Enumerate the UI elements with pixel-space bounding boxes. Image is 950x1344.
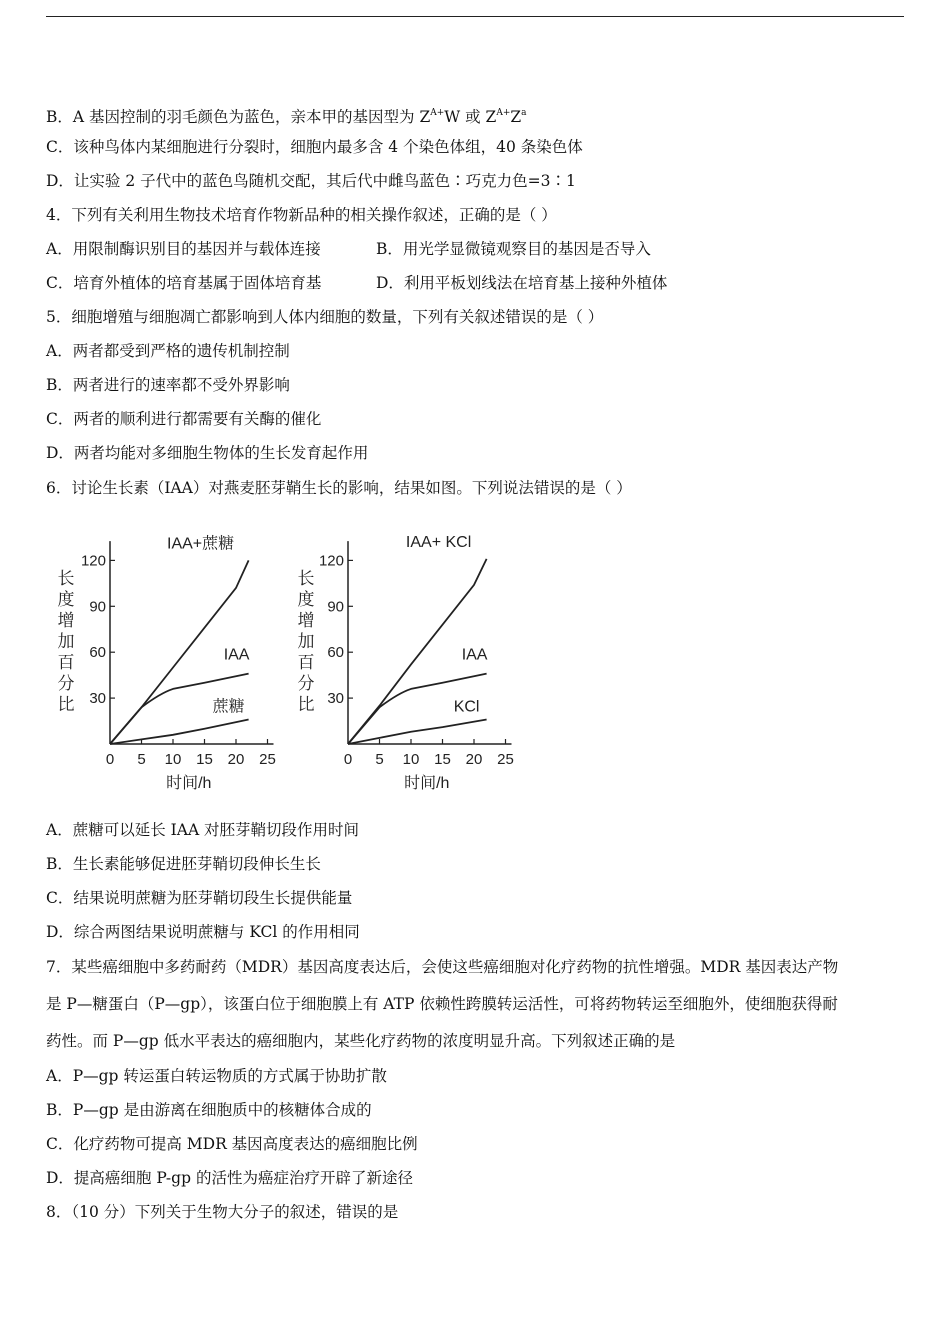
- y-tick-label: 90: [327, 598, 344, 616]
- q6-option-b[interactable]: B．生长素能够促进胚芽鞘切段伸长生长: [46, 855, 321, 873]
- q3-option-b-sup2: A+: [496, 108, 511, 118]
- series-label: IAA+ KCl: [405, 533, 472, 551]
- header-rule: [46, 16, 904, 17]
- q3-option-b-prefix: B．A 基因控制的羽毛颜色为蓝色，亲本甲的基因型为 Z: [46, 108, 431, 126]
- y-tick-label: 30: [89, 690, 106, 708]
- y-axis-label: 长度增加百分比: [57, 569, 75, 714]
- x-tick-label: 20: [227, 751, 245, 768]
- series-line: [110, 720, 249, 744]
- y-tick-label: 60: [327, 644, 344, 662]
- q4-option-a[interactable]: A．用限制酶识别目的基因并与载体连接: [46, 240, 321, 258]
- q6-figure: [46, 522, 536, 792]
- q7-option-c[interactable]: C．化疗药物可提高 MDR 基因高度表达的癌细胞比例: [46, 1135, 418, 1153]
- x-tick-label: 15: [434, 751, 451, 768]
- q5-stem: 5．细胞增殖与细胞凋亡都影响到人体内细胞的数量，下列有关叙述错误的是（ ）: [46, 308, 604, 326]
- q7-stem-line1: 7．某些癌细胞中多药耐药（MDR）基因高度表达后，会使这些癌细胞对化疗药物的抗性增强。MDR 基因表达产物: [46, 958, 839, 976]
- series-label: IAA: [223, 646, 250, 664]
- y-tick-label: 60: [89, 644, 106, 662]
- q6-option-d[interactable]: D．综合两图结果说明蔗糖与 KCl 的作用相同: [46, 923, 360, 941]
- y-axis-label: 长度增加百分比: [297, 569, 315, 714]
- x-tick-label: 25: [259, 751, 276, 768]
- q3-option-c[interactable]: C．该种鸟体内某细胞进行分裂时，细胞内最多含 4 个染色体组，40 条染色体: [46, 138, 583, 156]
- x-tick-label: 10: [402, 751, 420, 768]
- q5-option-a[interactable]: A．两者都受到严格的遗传机制控制: [46, 342, 290, 360]
- y-tick-label: 120: [80, 552, 106, 570]
- series-line: [348, 720, 487, 744]
- q6-option-a[interactable]: A．蔗糖可以延长 IAA 对胚芽鞘切段作用时间: [46, 821, 360, 839]
- chart-panel-sucrose: [58, 534, 276, 792]
- q7-option-b[interactable]: B．P—gp 是由游离在细胞质中的核糖体合成的: [46, 1101, 372, 1119]
- q3-option-b-mid2: Z: [510, 108, 522, 126]
- q5-option-d[interactable]: D．两者均能对多细胞生物体的生长发育起作用: [46, 444, 369, 462]
- x-tick-label: 0: [343, 751, 353, 768]
- x-tick-label: 0: [105, 751, 115, 768]
- x-tick-label: 10: [164, 751, 182, 768]
- q4-option-d[interactable]: D．利用平板划线法在培育基上接种外植体: [376, 274, 668, 292]
- x-tick-label: 5: [375, 751, 384, 768]
- series-label: IAA: [461, 646, 488, 664]
- q7-stem-line2: 是 P—糖蛋白（P—gp），该蛋白位于细胞膜上有 ATP 依赖性跨膜转运活性，可将药物转运至细胞外，使细胞获得耐: [46, 995, 838, 1013]
- q3-option-b-sup3: a: [521, 108, 527, 118]
- y-tick-label: 30: [327, 690, 344, 708]
- q3-option-d[interactable]: D．让实验 2 子代中的蓝色鸟随机交配，其后代中雌鸟蓝色∶巧克力色=3∶1: [46, 172, 576, 190]
- q6-option-c[interactable]: C．结果说明蔗糖为胚芽鞘切段生长提供能量: [46, 889, 353, 907]
- x-tick-label: 15: [196, 751, 213, 768]
- y-tick-label: 120: [318, 552, 344, 570]
- series-label: KCl: [453, 698, 480, 716]
- q5-option-c[interactable]: C．两者的顺利进行都需要有关酶的催化: [46, 410, 322, 428]
- q8-stem: 8．（10 分）下列关于生物大分子的叙述，错误的是: [46, 1203, 399, 1221]
- q6-stem: 6．讨论生长素（IAA）对燕麦胚芽鞘生长的影响，结果如图。下列说法错误的是（ ）: [46, 479, 632, 497]
- q3-option-b[interactable]: [46, 103, 527, 127]
- chart-panel-kcl: [298, 534, 514, 792]
- q7-option-a[interactable]: A．P—gp 转运蛋白转运物质的方式属于协助扩散: [46, 1067, 387, 1085]
- series-label: 蔗糖: [212, 698, 245, 716]
- q4-option-b[interactable]: B．用光学显微镜观察目的基因是否导入: [376, 240, 651, 258]
- y-tick-label: 90: [89, 598, 106, 616]
- q4-option-c[interactable]: C．培育外植体的培育基属于固体培育基: [46, 274, 322, 292]
- q5-option-b[interactable]: B．两者进行的速率都不受外界影响: [46, 376, 290, 394]
- x-tick-label: 20: [465, 751, 483, 768]
- x-axis-label: 时间/h: [166, 775, 212, 792]
- q3-option-b-sup1: A+: [430, 108, 445, 118]
- q7-stem-line3: 药性。而 P—gp 低水平表达的癌细胞内，某些化疗药物的浓度明显升高。下列叙述正确的是: [46, 1032, 676, 1050]
- x-tick-label: 5: [137, 751, 146, 768]
- q4-stem: 4．下列有关利用生物技术培育作物新品种的相关操作叙述，正确的是（ ）: [46, 206, 557, 224]
- x-axis-label: 时间/h: [404, 775, 450, 792]
- series-label: IAA+蔗糖: [167, 535, 235, 553]
- x-tick-label: 25: [497, 751, 514, 768]
- q7-option-d[interactable]: D．提高癌细胞 P-gp 的活性为癌症治疗开辟了新途径: [46, 1169, 413, 1187]
- q3-option-b-mid: W 或 Z: [444, 108, 497, 126]
